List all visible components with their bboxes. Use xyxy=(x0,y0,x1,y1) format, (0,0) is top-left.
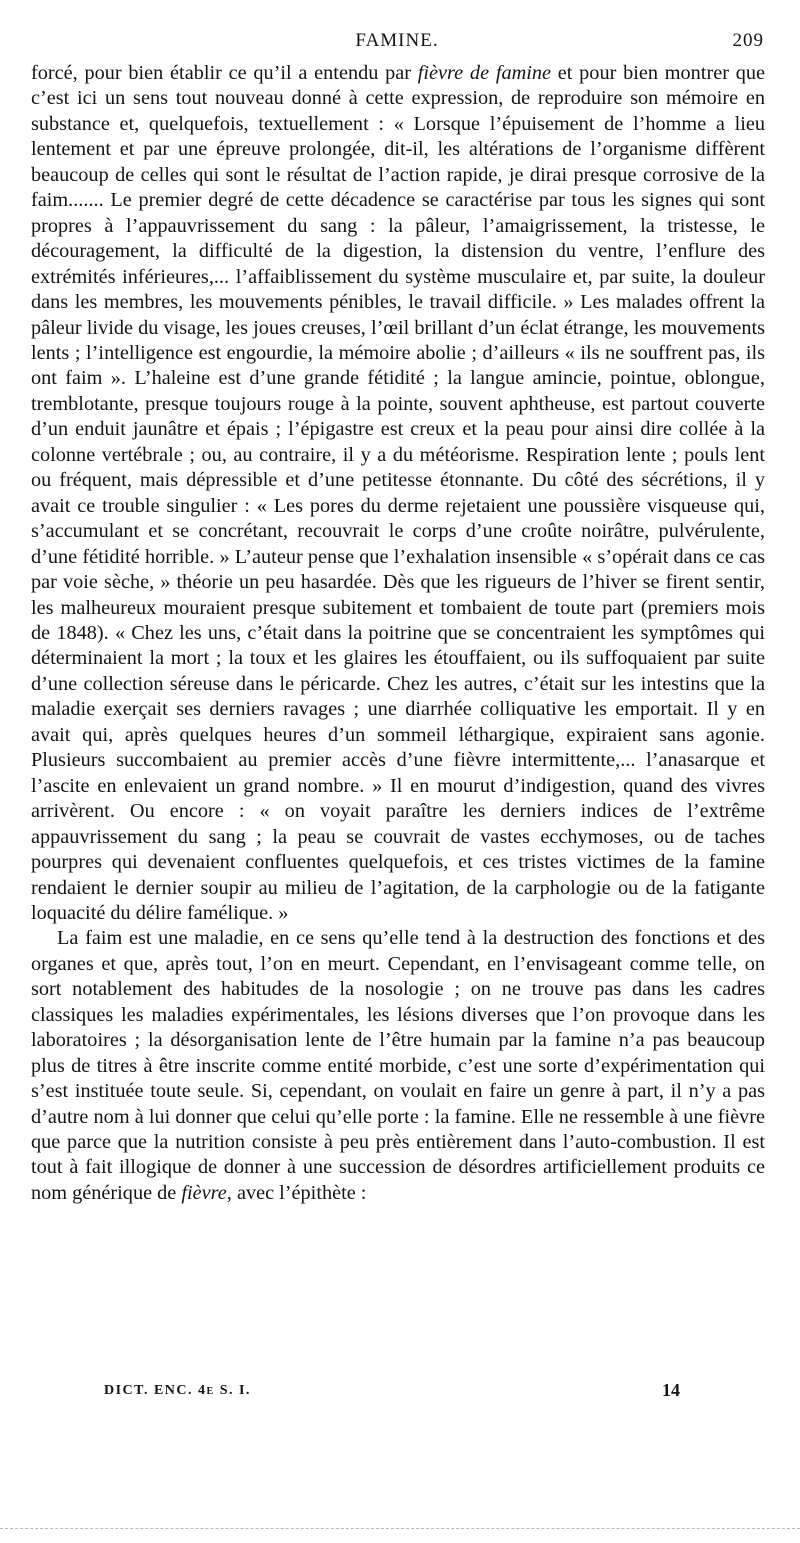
paragraph-1-text-a: forcé, pour bien établir ce qu’il a entendu par xyxy=(31,62,418,84)
printer-signature: DICT. ENC. 4e S. I. xyxy=(104,1383,251,1398)
scan-edge-rule xyxy=(0,1528,800,1529)
running-head xyxy=(30,30,764,56)
paragraph-1 xyxy=(31,61,765,926)
signature-number: 14 xyxy=(662,1380,680,1400)
page-footer xyxy=(30,1380,764,1404)
paragraph-2-text-b: , avec l’épithète : xyxy=(226,1181,367,1204)
running-title: FAMINE. xyxy=(355,30,439,51)
page-number: 209 xyxy=(732,30,764,51)
paragraph-2-italic-fievre: fièvre xyxy=(181,1181,227,1204)
paragraph-1-text-b: et pour bien montrer que c’est ici un sens tout nouveau donné à cette expression, de reproduire son mémoire en substance et, quelquefois, textuellement : « Lorsque l’épuisement de l’homme a lieu lentement et par une épreuve prolongée, dit-il, les altérations de l’organisme diffèrent beaucoup de celles qui sont le résultat de l’action rapide, je dirai presque corrosive de la faim....... Le premier degré de cette décadence se caractérise par tous les signes qui sont propres à l’appauvrissement du sang : la pâleur, l’amaigrissement, la tristesse, le découragement, la difficulté de la digestion, la distension du ventre, l’enflure des extrémités inférieures,... l’affaiblissement du système musculaire et, par suite, la douleur dans les membres, les mouvements pénibles, le travail difficile. » Les malades offrent la pâleur livide du visage, les joues creuses, l’œil brillant d’un éclat étrange, les mouvements lents ; l’intelligence est engourdie, la mémoire abolie ; d’ailleurs « ils ne souffrent pas, ils ont faim ». L’haleine est d’une grande fétidité ; la langue amincie, pointue, oblongue, tremblotante, presque toujours rouge à la pointe, souvent aphtheuse, est partout couverte d’un enduit jaunâtre et épais ; l’épigastre est creux et la peau pour ainsi dire collée à la colonne vertébrale ; ou, au contraire, il y a du météorisme. Respiration lente ; pouls lent ou fréquent, mais dépressible et d’une petitesse étonnante. Du côté des sécrétions, il y avait ce trouble singulier : « Les pores du derme rejetaient une poussière visqueuse qui, s’accumulant et se concrétant, recouvrait le corps d’une croûte noirâtre, pulvérulente, d’une fétidité horrible. » L’auteur pense que l’exhalation insensible « s’opérait dans ce cas par voie sèche, » théorie un peu hasardée. Dès que les rigueurs de l’hiver se firent sentir, les malheureux mouraient presque subitement et tombaient de toute part (premiers mois de 1848). « Chez les uns, c’était dans la poitrine que se concentraient les symptômes qui déterminaient la mort ; la toux et les glaires les étouffaient, ou ils suffoquaient par suite d’une collection séreuse dans le péricarde. Chez les autres, c’était sur les intestins que la maladie exerçait ses derniers ravages ; une diarrhée colliquative les emportait. Il y en avait qui, après quelques heures d’un sommeil léthargique, expiraient sans agonie. Plusieurs succombaient au premier accès d’une fièvre intermittente,... l’anasarque et l’ascite en enlevaient un grand nombre. » Il en mourut d’indigestion, quand des vivres arrivèrent. Ou encore : « on voyait paraître les derniers indices de l’extrême appauvrissement du sang ; la peau se couvrait de vastes ecchymoses, ou de taches pourpres qui devenaient confluentes quelquefois, et ces tristes victimes de la famine rendaient le dernier soupir au milieu de l’agitation, de la carphologie ou de la fatigante loquacité du délire famélique. » xyxy=(31,62,765,924)
paragraph-1-italic-fievre-de-famine: fièvre de famine xyxy=(417,62,552,84)
body-text xyxy=(31,61,765,1206)
paragraph-2 xyxy=(31,926,765,1206)
paragraph-2-text-a: La faim est une maladie, en ce sens qu’elle tend à la destruction des fonctions et des organes et que, après tout, l’on en meurt. Cependant, en l’envisageant comme telle, on sort notablement des habitudes de la nosologie ; on ne trouve pas dans les cadres classiques les maladies expérimentales, les lésions diverses que l’on provoque dans les laboratoires ; la désorganisation lente de l’être humain par la famine n’a pas beaucoup plus de titres à être inscrite comme entité morbide, c’est une sorte d’expérimentation qui s’est instituée toute seule. Si, cependant, on voulait en faire un genre à part, il n’y a pas d’autre nom à lui donner que celui qu’elle porte : la famine. Elle ne ressemble à une fièvre que parce que la nutrition consiste à peu près entièrement dans l’auto-combustion. Il est tout à fait illogique de donner à une succession de désordres artificiellement produits ce nom générique de xyxy=(31,927,765,1204)
